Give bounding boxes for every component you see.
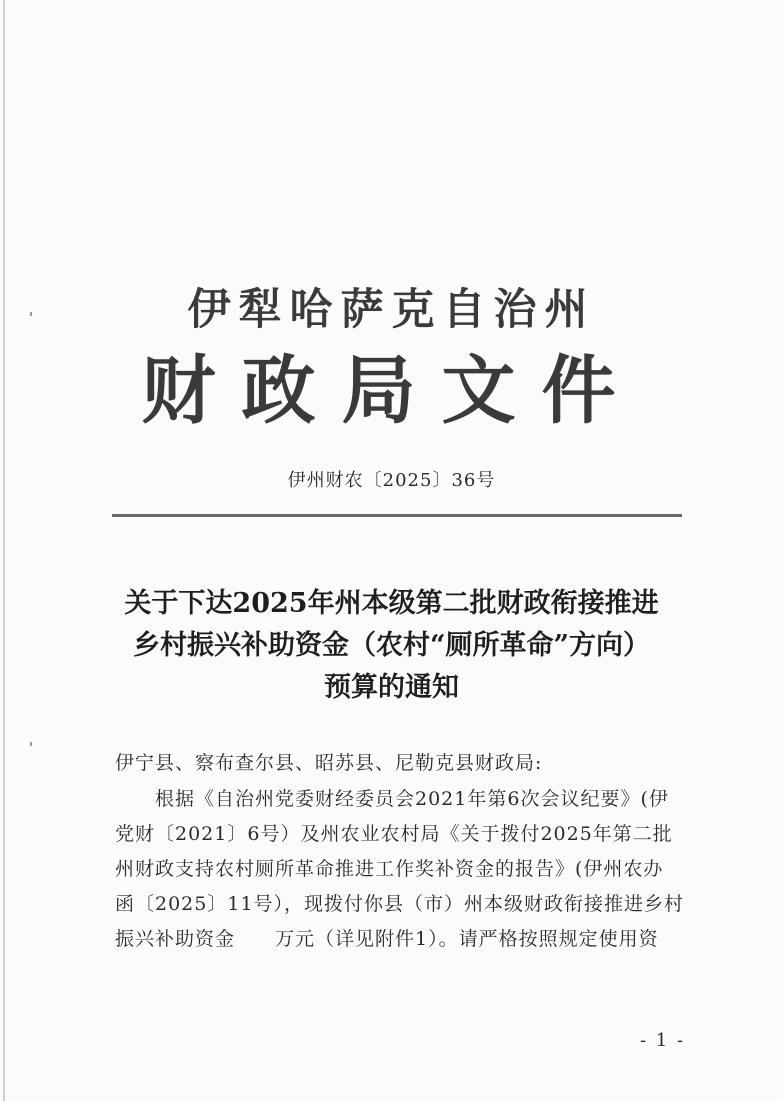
recipients-line: 伊宁县、察布查尔县、昭苏县、尼勒克县财政局: <box>115 752 543 774</box>
issuer-document-header: 财政局文件 <box>141 348 642 434</box>
title-line: 关于下达2025年州本级第二批财政衔接推进 <box>124 588 659 619</box>
title-line: 乡村振兴补助资金（农村“厕所革命”方向） <box>132 630 651 661</box>
issuer-region: 伊犁哈萨克自治州 <box>187 285 596 335</box>
body-line: 党财〔2021〕6号）及州农业农村局《关于拨付2025年第二批 <box>115 823 673 845</box>
document-title <box>90 583 693 709</box>
body-paragraph <box>115 782 685 957</box>
body-line: 州财政支持农村厕所革命推进工作奖补资金的报告》(伊州农办 <box>115 858 664 880</box>
header-divider <box>112 514 682 517</box>
document-number: 伊州财农〔2025〕36号 <box>287 470 496 491</box>
body-line: 振兴补助资金 万元（详见附件1）。请严格按照规定使用资 <box>115 928 659 950</box>
body-line: 函〔2025〕11号），现拨付你县（市）州本级财政衔接推进乡村 <box>115 893 685 915</box>
body-line: 根据《自治州党委财经委员会2021年第6次会议纪要》(伊 <box>155 788 669 810</box>
scan-left-edge <box>3 0 5 1101</box>
scan-speck <box>30 742 32 746</box>
page-number: - 1 - <box>640 1030 686 1051</box>
title-line: 预算的通知 <box>324 672 459 703</box>
